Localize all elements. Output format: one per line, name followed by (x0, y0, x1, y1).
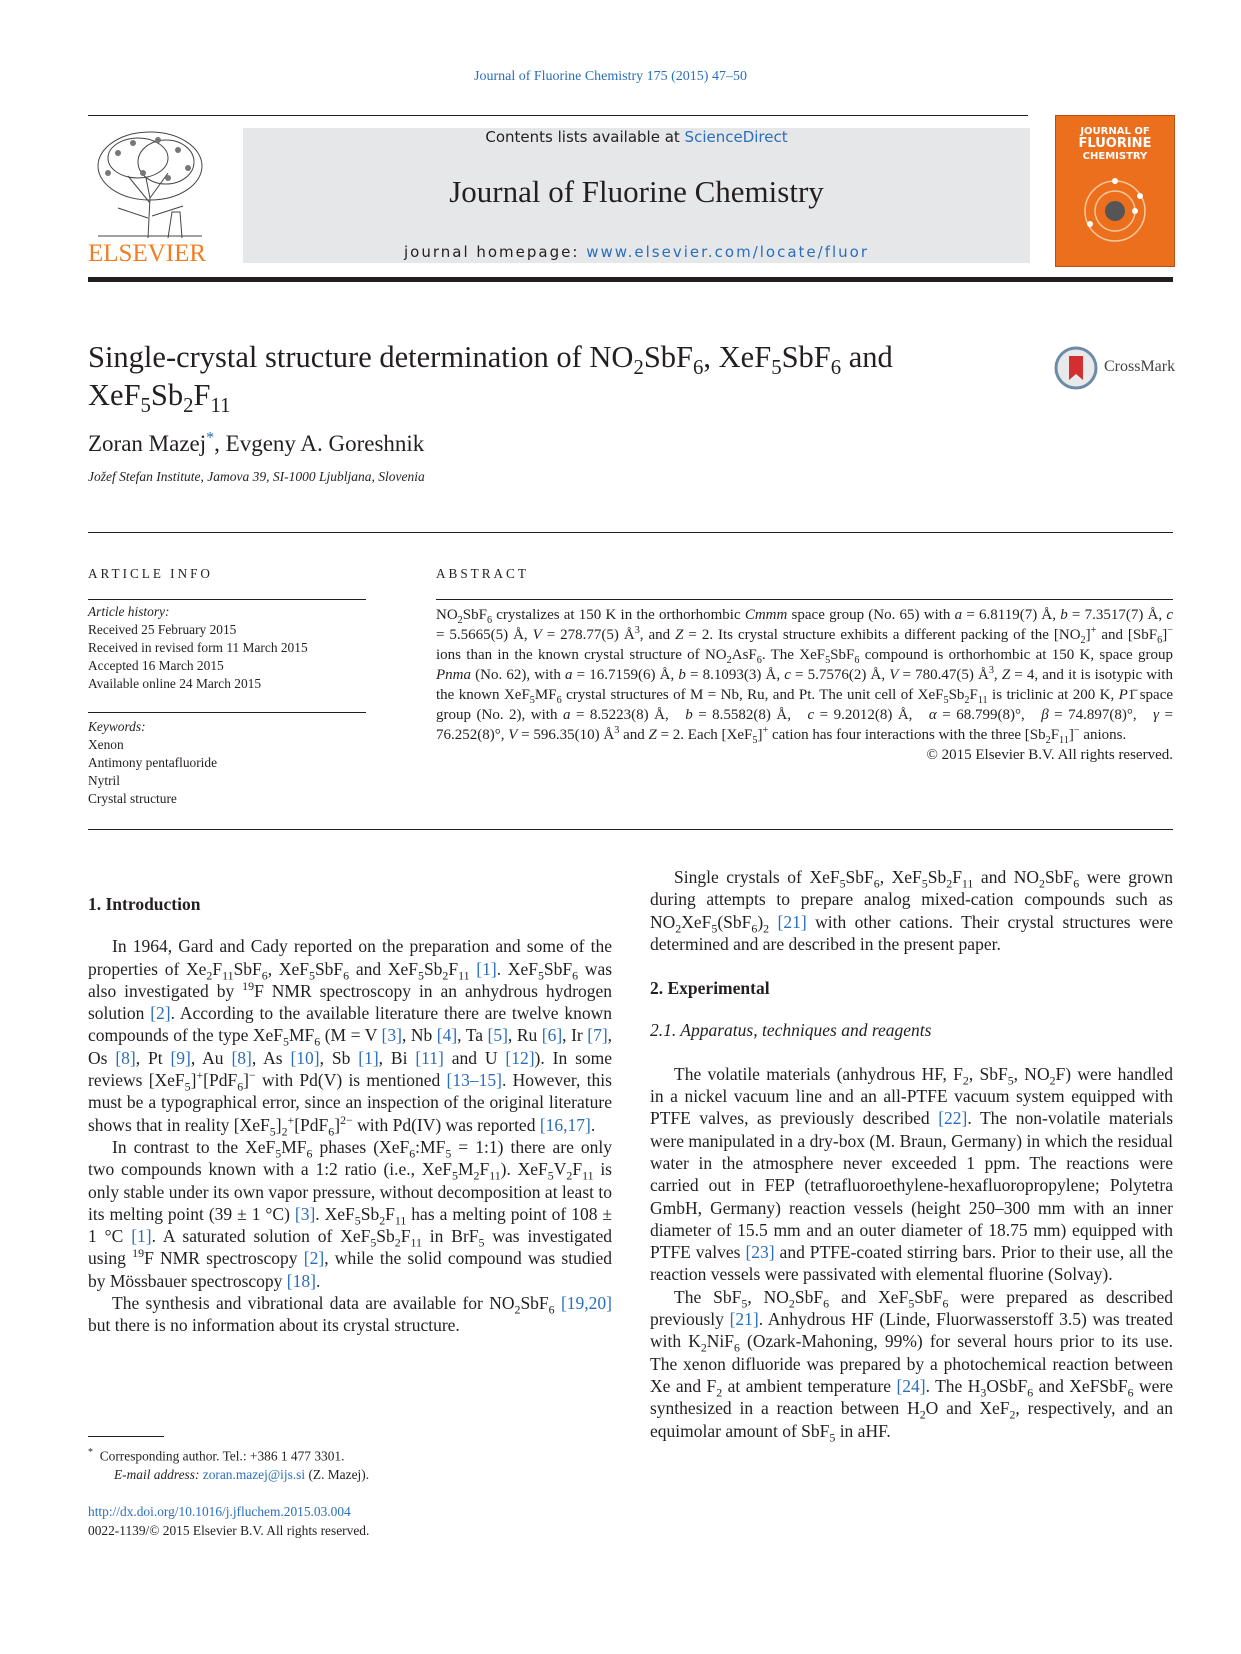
homepage-link[interactable]: www.elsevier.com/locate/fluor (586, 243, 869, 261)
homepage-line (243, 243, 1030, 261)
abstract-heading: ABSTRACT (436, 566, 529, 581)
abstract-body (436, 605, 1173, 765)
keyword: Crystal structure (88, 791, 177, 806)
footnote-rule (88, 1436, 164, 1437)
header-bottom-rule (88, 277, 1173, 282)
affiliation: Jožef Stefan Institute, Jamova 39, SI-1000 Ljubljana, Slovenia (88, 469, 425, 484)
author-mazej: Zoran Mazej (88, 431, 207, 456)
keywords-rule (88, 712, 366, 713)
elsevier-logo (88, 128, 212, 268)
section-heading: 1. Introduction (88, 894, 201, 914)
contents-line (243, 128, 1030, 146)
footnote (88, 1443, 608, 1484)
history-revised: Received in revised form 11 March 2015 (88, 640, 308, 655)
cover-title-line: JOURNAL OF (1080, 126, 1150, 137)
intro-paragraph: In contrast to the $XeF_5MF_6$ phases ($XeF_6:MF_5$ = 1:1) there are only two compounds known with a 1:2 ratio (i.e., $XeF_5M_2F_{11}$). $XeF_5V_2F_{11}$ is only stable under its own vapor pressure, without decomposition at least to its melting point (39 ± 1 °C) [3]. $XeF_5Sb_2F_{11}$ has a melting point of 108 ± 1 °C [1]. A saturated solution of $XeF_5Sb_2F_{11}$ in BrF$_5$ was investigated using $^{19}$F NMR spectroscopy [2], while the solid compound was studied by Mössbauer spectroscopy [18]. (88, 1136, 613, 1291)
author-goreshnik: , Evgeny A. Goreshnik (214, 431, 425, 456)
keyword: Antimony pentafluoride (88, 755, 218, 770)
article-title-text: Single-crystal structure determination of NO (88, 340, 634, 374)
left-column (88, 893, 612, 1337)
subsection-heading: 2.1. Apparatus, techniques and reagents (650, 1020, 932, 1041)
abstract-bottom-rule (88, 829, 1173, 830)
article-history (88, 603, 368, 693)
doi-block (88, 1502, 369, 1540)
corresponding-author-marker[interactable]: * (206, 429, 215, 447)
email-label: E-mail address: (114, 1467, 203, 1483)
abstract-rule (436, 599, 1173, 600)
elsevier-wordmark: ELSEVIER (88, 240, 207, 267)
journal-citation[interactable]: Journal of Fluorine Chemistry 175 (2015) 47–50 (474, 69, 747, 84)
intro-paragraph: The synthesis and vibrational data are available for $NO_2SbF_6$ [19,20] but there is no information about its crystal structure. (88, 1293, 612, 1336)
footnote-star: * (88, 1447, 93, 1458)
article-info-top-rule (88, 532, 1173, 533)
email-link[interactable]: zoran.mazej@ijs.si (202, 1467, 306, 1483)
article-title: Single-crystal structure determination of $NO_2SbF_6$, XeF$_5$SbF$_6$ and $XeF_5Sb_2F_{11}$ (88, 340, 893, 418)
experimental-paragraph: The volatile materials (anhydrous HF, $F_2$, SbF$_5$, $NO_2F$) were handled in a nickel vacuum line and an all-PTFE vacuum system equipped with PTFE valves, as previously described [22]. The non-volatile materials were manipulated in a dry-box (M. Braun, Germany) in which the residual water in the atmosphere never exceeded 1 ppm. The reactions were carried out in FEP (tetrafluoroethylene-hexafluoropropylene; Polytetra GmbH, Germany) reaction vessels (height 250–300 mm with an inner diameter of 15.5 mm and an outer diameter of 18.75 mm) equipped with PTFE valves [23] and PTFE-coated stirring bars. Prior to their use, all the reaction vessels were passivated with elemental fluorine (Solvay). (650, 1063, 1174, 1285)
email-suffix: (Z. Mazej). (305, 1467, 370, 1483)
journal-masthead (243, 128, 1030, 263)
doi-link[interactable]: http://dx.doi.org/10.1016/j.jfluchem.2015.03.004 (88, 1504, 351, 1519)
authors (88, 431, 424, 457)
intro-paragraph: Single crystals of XeF$_5$SbF$_6$, $XeF_5Sb_2F_{11}$ and $NO_2SbF_6$ were grown during attempts to prepare analog mixed-cation compounds such as $NO_2XeF_5(SbF_6)_2$ [21] with other cations. Their crystal structures were determined and are described in the present paper. (650, 867, 1174, 954)
history-accepted: Accepted 16 March 2015 (88, 658, 224, 673)
history-received: Received 25 February 2015 (88, 622, 237, 637)
experimental-paragraph: The SbF$_5$, $NO_2SbF_6$ and XeF$_5$SbF$_6$ were prepared as described previously [21]. Anhydrous HF (Linde, Fluorwasserstoff 3.5) was treated with $K_2NiF_6$ (Ozark-Mahoning, 99%) for several hours prior to its use. The xenon difluoride was prepared by a photochemical reaction between Xe and $F_2$ at ambient temperature [24]. The $H_3OSbF_6$ and XeFSbF$_6$ were synthesized in a reaction between $H_2O$ and XeF$_2$, respectively, and an equimolar amount of SbF$_5$ in aHF. (650, 1286, 1174, 1445)
homepage-prefix: journal homepage: (403, 243, 587, 261)
crossmark-badge[interactable] (1054, 346, 1174, 390)
keywords-label: Keywords: (88, 719, 146, 734)
keyword: Nytril (88, 773, 120, 788)
cover-title-line: FLUORINE (1078, 136, 1152, 151)
intro-paragraph: In 1964, Gard and Cady reported on the preparation and some of the properties of $Xe_2F_{11}SbF_6$, XeF$_5$SbF$_6$ and $XeF_5Sb_2F_{11}$ [1]. XeF$_5$SbF$_6$ was also investigated by $^{19}$F NMR spectroscopy in an anhydrous hydrogen solution [2]. According to the available literature there are twelve known compounds of the type $XeF_5MF_6$ (M = V [3], Nb [4], Ta [5], Ru [6], Ir [7], Os [8], Pt [9], Au [8], As [10], Sb [1], Bi [11] and U [12]). In some reviews [XeF$_5$]+[PdF$_6$]− with Pd(V) is mentioned [13–15]. However, this must be a typographical error, since an inspection of the original literature shows that in reality $[XeF_5]_2^+[PdF_6]^{2-}$ with Pd(IV) was reported [16,17]. (88, 936, 613, 1139)
right-column (650, 866, 1174, 1445)
article-info-rule (88, 599, 366, 600)
abstract-copyright: © 2015 Elsevier B.V. All rights reserved. (926, 747, 1173, 763)
cover-title-line: CHEMISTRY (1082, 151, 1148, 162)
contents-prefix: Contents lists available at (485, 128, 685, 146)
journal-title: Journal of Fluorine Chemistry (449, 174, 824, 209)
crossmark-icon (1054, 346, 1098, 390)
sciencedirect-link[interactable]: ScienceDirect (684, 128, 788, 146)
footnote-text: Corresponding author. Tel.: +386 1 477 3301. (99, 1448, 345, 1464)
article-info-heading: ARTICLE INFO (88, 566, 213, 581)
elsevier-tree-icon (88, 128, 212, 240)
history-label: Article history: (88, 604, 170, 619)
section-heading: 2. Experimental (650, 978, 770, 999)
keywords (88, 718, 368, 808)
journal-cover (1055, 115, 1175, 267)
cover-atom-icon (1080, 176, 1150, 246)
keyword: Xenon (88, 737, 124, 752)
abstract-text: $NO_2SbF_6$ crystalizes at 150 K in the orthorhombic Cmmm space group (No. 65) with a = 6.8119(7) Å, b = 7.3517(7) Å, c = 5.5665(5) Å, V = 278.77(5) $Å^3$, and Z = 2. Its crystal structure exhibits a different packing of the $[NO_2]^+$ and [SbF$_6$]− ions than in the known crystal structure of $NO_2AsF_6$. The XeF$_5$SbF$_6$ compound is orthorhombic at 150 K, space group Pnma (No. 62), with a = 16.7159(6) Å, b = 8.1093(3) Å, c = 5.7576(2) Å, V = 780.47(5) $Å^3$, Z = 4, and it is isotypic with the known $XeF_5MF_6$ crystal structures of M = Nb, Ru, and Pt. The unit cell of $XeF_5Sb_2F_{11}$ is triclinic at 200 K, P1̄ space group (No. 2), with a = 8.5223(8) Å, b = 8.5582(8) Å, c = 9.2012(8) Å, α = 68.799(8)°, β = 74.897(8)°, γ = 76.252(8)°, V = 596.35(10) $Å^3$ and Z = 2. Each [XeF$_5$]+ cation has four interactions with the three $[Sb_2F_{11}]^-$ anions. (436, 607, 1174, 746)
header-top-rule (88, 115, 1028, 116)
crossmark-label: CrossMark (1104, 358, 1176, 375)
issn: 0022-1139/© 2015 Elsevier B.V. All rights reserved. (88, 1523, 370, 1538)
history-online: Available online 24 March 2015 (88, 676, 262, 691)
